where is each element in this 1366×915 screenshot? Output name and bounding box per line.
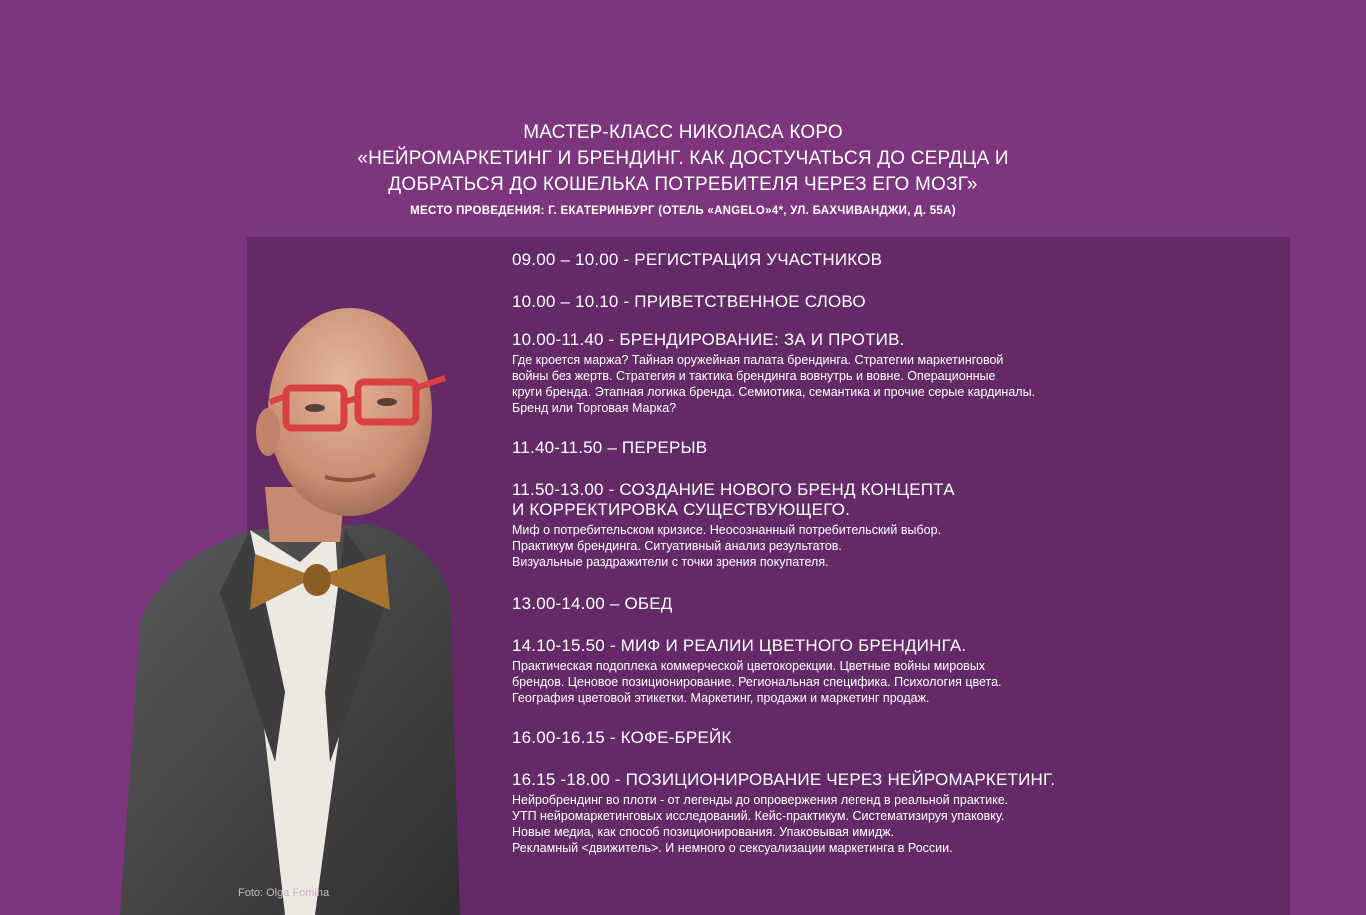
schedule-item [512, 594, 1212, 614]
schedule-item [512, 292, 1212, 312]
description-line: УТП нейромаркетинговых исследований. Кейс-практикум. Систематизируя упаковку. [512, 809, 1005, 823]
title-line-2: «НЕЙРОМАРКЕТИНГ И БРЕНДИНГ. КАК ДОСТУЧАТЬСЯ ДО СЕРДЦА И [357, 148, 1009, 169]
description-line: Визуальные раздражители с точки зрения покупателя. [512, 555, 829, 569]
description-line: География цветовой этикетки. Маркетинг, продажи и маркетинг продаж. [512, 691, 930, 705]
description-line: брендов. Ценовое позиционирование. Региональная специфика. Психология цвета. [512, 675, 1002, 689]
schedule-item [512, 728, 1212, 748]
description-line: Где кроется маржа? Тайная оружейная палата брендинга. Стратегии маркетинговой [512, 353, 1004, 367]
schedule-item-title: 10.00-11.40 - БРЕНДИРОВАНИЕ: ЗА И ПРОТИВ. [512, 330, 905, 349]
schedule-item-description [512, 792, 1212, 856]
speaker-photo [100, 292, 460, 915]
schedule-item [512, 250, 1212, 270]
schedule-item-title: 13.00-14.00 – ОБЕД [512, 594, 673, 613]
schedule-item-title: 10.00 – 10.10 - ПРИВЕТСТВЕННОЕ СЛОВО [512, 292, 866, 311]
description-line: Миф о потребительском кризисе. Неосознанный потребительский выбор. [512, 523, 942, 537]
schedule-item-title: 11.40-11.50 – ПЕРЕРЫВ [512, 438, 708, 457]
description-line: Новые медиа, как способ позиционирования. Упаковывая имидж. [512, 825, 894, 839]
schedule-item [512, 480, 1212, 570]
schedule-item [512, 770, 1212, 856]
schedule-item-description [512, 522, 1212, 570]
schedule-item-description [512, 658, 1212, 706]
description-line: Практическая подоплека коммерческой цветокорекции. Цветные войны мировых [512, 659, 986, 673]
schedule-item-title: И КОРРЕКТИРОВКА СУЩЕСТВУЮЩЕГО. [512, 500, 850, 519]
schedule-item [512, 636, 1212, 706]
schedule-item-title: 11.50-13.00 - СОЗДАНИЕ НОВОГО БРЕНД КОНЦЕПТА [512, 480, 955, 499]
venue-line: МЕСТО ПРОВЕДЕНИЯ: Г. ЕКАТЕРИНБУРГ (ОТЕЛЬ «ANGELO»4*, УЛ. БАХЧИВАНДЖИ, Д. 55А) [410, 205, 956, 217]
schedule-item-title: 16.00-16.15 - КОФЕ-БРЕЙК [512, 728, 732, 747]
header [0, 120, 1366, 217]
schedule-item-description [512, 352, 1212, 416]
description-line: круги бренда. Этапная логика бренда. Семиотика, семантика и прочие серые кардиналы. [512, 385, 1036, 399]
description-line: войны без жертв. Стратегия и тактика брендинга вовнутрь и вовне. Операционные [512, 369, 996, 383]
schedule-list [512, 250, 1212, 856]
schedule-item-title: 16.15 -18.00 - ПОЗИЦИОНИРОВАНИЕ ЧЕРЕЗ НЕЙРОМАРКЕТИНГ. [512, 770, 1056, 789]
schedule-item-title: 14.10-15.50 - МИФ И РЕАЛИИ ЦВЕТНОГО БРЕНДИНГА. [512, 636, 967, 655]
description-line: Бренд или Торговая Марка? [512, 401, 677, 415]
description-line: Нейробрендинг во плоти - от легенды до опровержения легенд в реальной практике. [512, 793, 1009, 807]
schedule-item [512, 330, 1212, 416]
schedule-item-title: 09.00 – 10.00 - РЕГИСТРАЦИЯ УЧАСТНИКОВ [512, 250, 883, 269]
photo-credit: Foto: Olga Fomina [238, 887, 330, 899]
description-line: Рекламный <движитель>. И немного о сексуализации маркетинга в России. [512, 841, 953, 855]
description-line: Практикум брендинга. Ситуативный анализ результатов. [512, 539, 842, 553]
title-line-1: МАСТЕР-КЛАСС НИКОЛАСА КОРО [523, 122, 843, 143]
schedule-item [512, 438, 1212, 458]
title-line-3: ДОБРАТЬСЯ ДО КОШЕЛЬКА ПОТРЕБИТЕЛЯ ЧЕРЕЗ ЕГО МОЗГ» [388, 174, 978, 195]
